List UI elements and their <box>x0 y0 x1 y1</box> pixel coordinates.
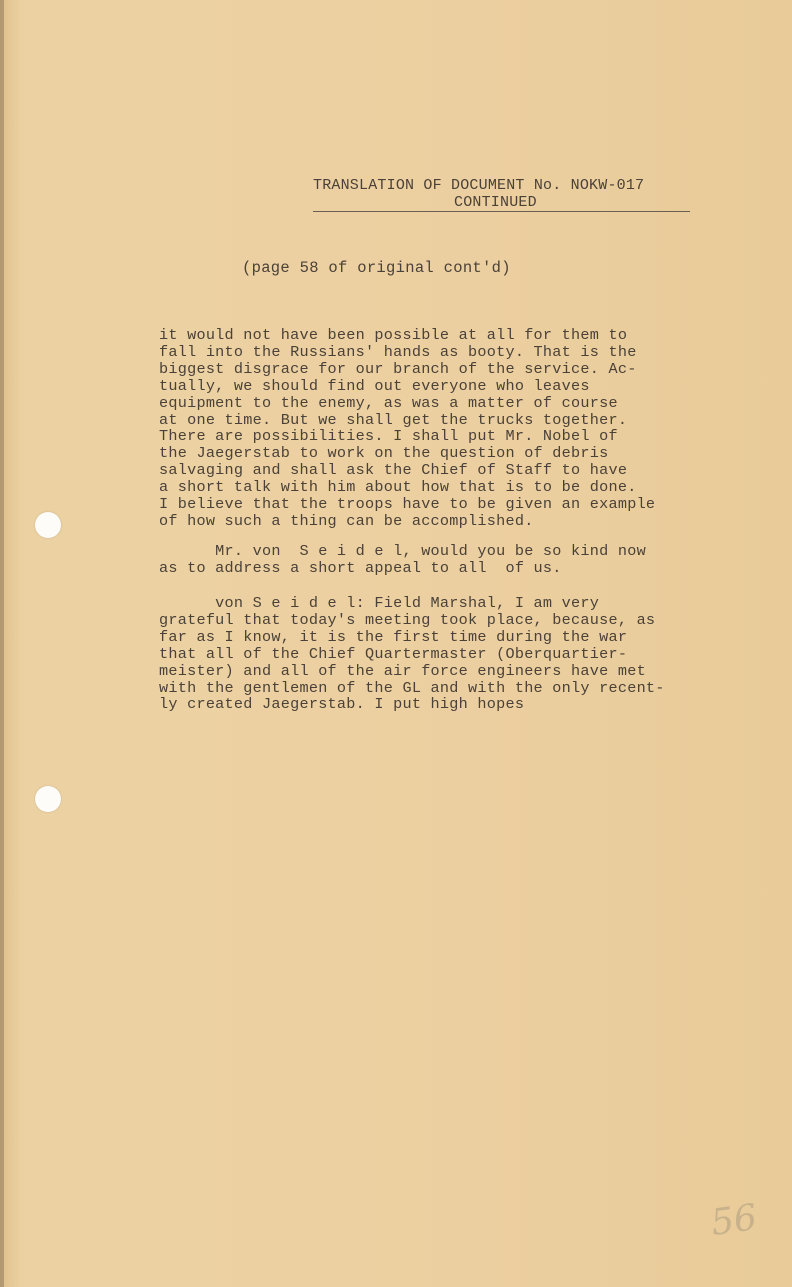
page-reference: (page 58 of original cont'd) <box>242 259 511 277</box>
page-edge <box>0 0 4 1287</box>
punch-hole-bottom <box>35 786 61 812</box>
document-header <box>313 177 693 211</box>
header-continued: CONTINUED <box>454 194 537 211</box>
body-paragraph-3: von S e i d e l: Field Marshal, I am very grateful that today's meeting took place, because, as far as I know, it is the first time during the war that all of the Chief Quartermaster (Oberquartier- meister) and all of the air force engineers have met with the gentlemen of the GL and with the only recent- ly created Jaegerstab. I put high hopes <box>159 594 665 714</box>
header-title: TRANSLATION OF DOCUMENT No. NOKW-017 <box>313 177 645 194</box>
body-paragraph-1: it would not have been possible at all for them to fall into the Russians' hands as booty. That is the biggest disgrace for our branch of the service. Ac- tually, we should find out everyone who leaves equipment to the enemy, as was a matter of course at one time. But we shall get the trucks together. There are possibilities. I shall put Mr. Nobel of the Jaegerstab to work on the question of debris salvaging and shall ask the Chief of Staff to have a short talk with him about how that is to be done. I believe that the troops have to be given an example of how such a thing can be accomplished. <box>159 326 656 530</box>
body-paragraph-2: Mr. von S e i d e l, would you be so kind now as to address a short appeal to all of us. <box>159 542 646 577</box>
header-underline <box>313 211 690 212</box>
handwritten-page-number: 56 <box>708 1197 760 1244</box>
punch-hole-top <box>35 512 61 538</box>
